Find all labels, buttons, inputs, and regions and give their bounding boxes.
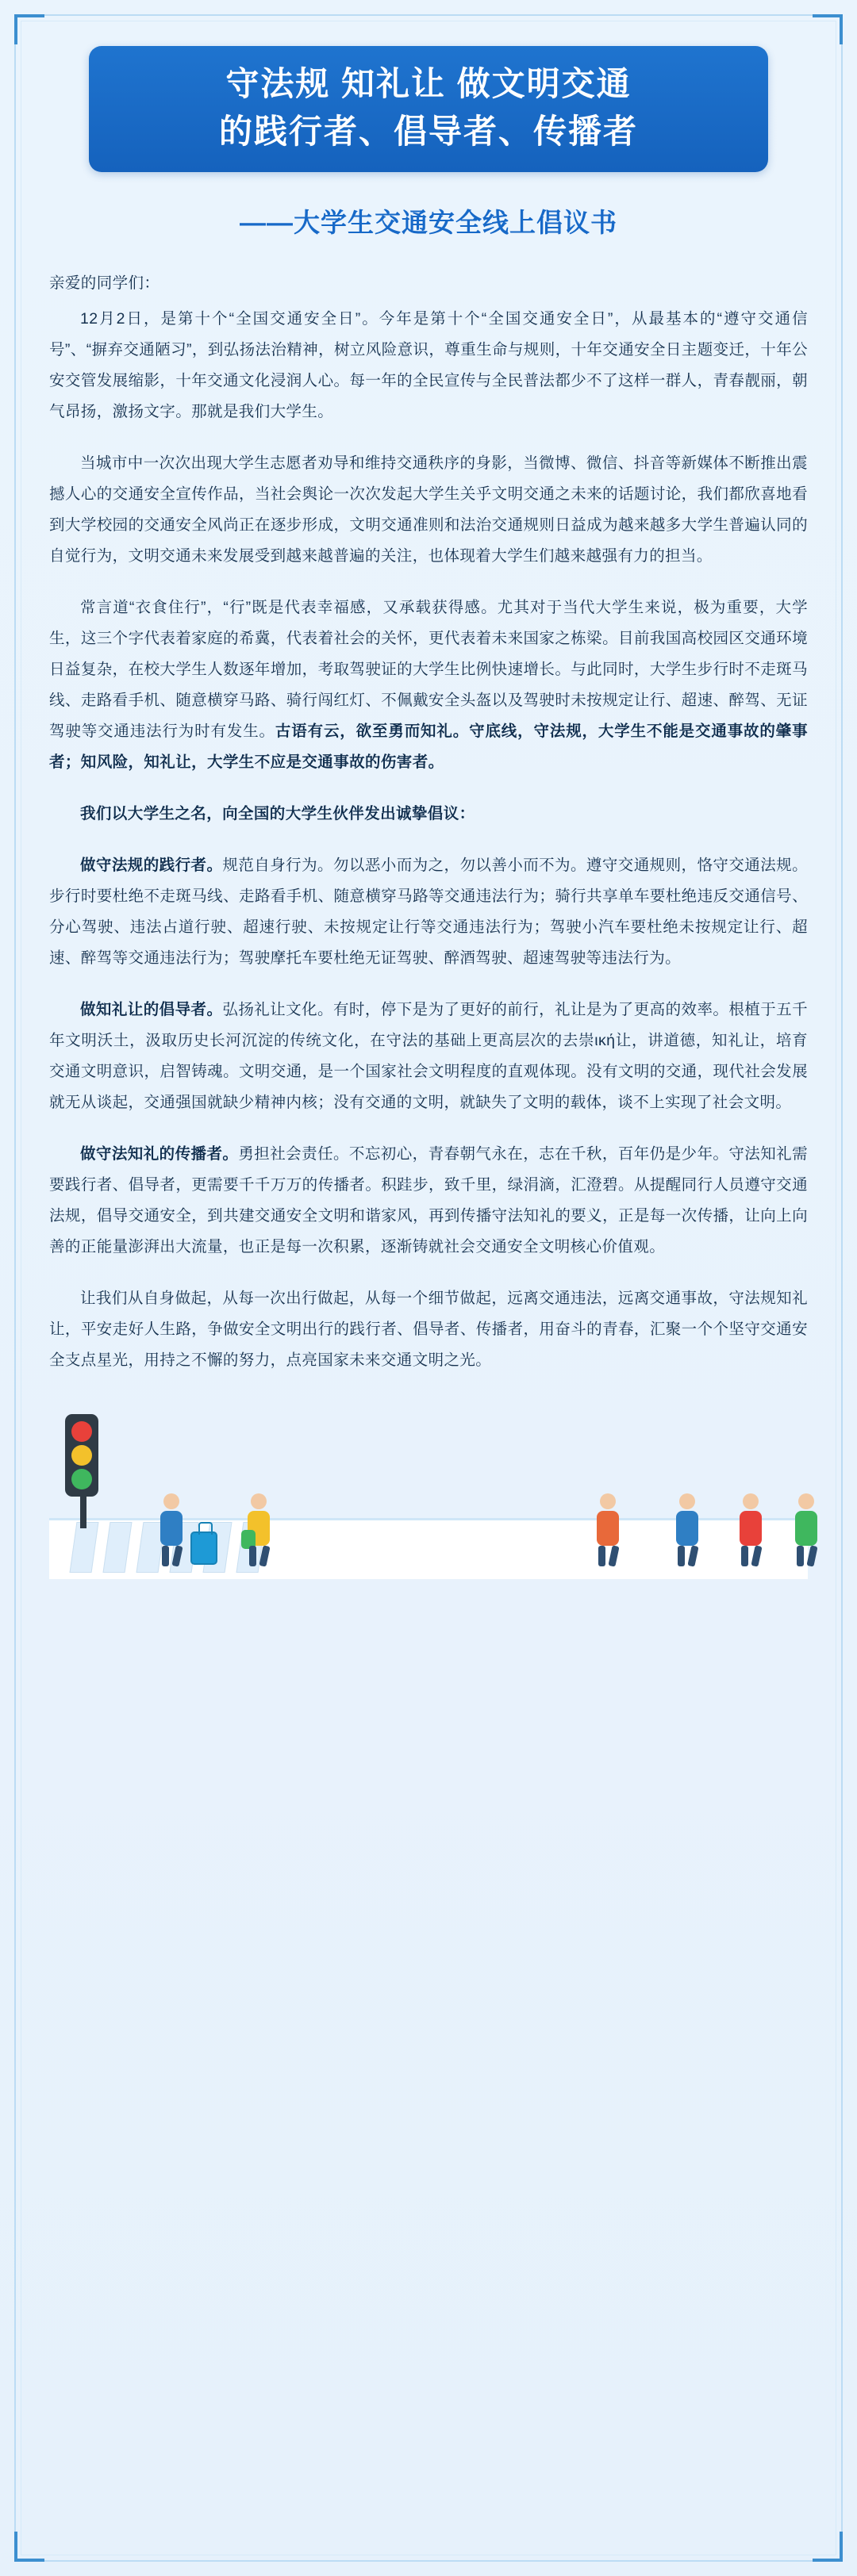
figure-head: [679, 1493, 695, 1509]
subtitle: ——大学生交通安全线上倡议书: [240, 208, 617, 238]
figure-head: [600, 1493, 616, 1509]
figure-legs: [249, 1546, 268, 1566]
figure-student-pair-a: [740, 1493, 762, 1566]
title-banner: [89, 46, 768, 172]
title-line-2: 的践行者、倡导者、传播者: [218, 112, 638, 150]
salutation: 亲爱的同学们：: [49, 274, 160, 293]
paragraph-advocate: 做知礼让的倡导者。弘扬礼让文化。有时，停下是为了更好的前行，礼让是为了更高的效率。根植于五千年文明沃土，汲取历史长河沉淀的传统文化，在守法的基础上更高层次的去崇ική让，讲道德，知礼让，培育交通文明意识，启智铸魂。文明交通，是一个国家社会文明程度的直观体现。没有文明的交通，现代社会发展就无从谈起，交通强国就缺少精神内核；没有交通的文明，就缺失了文明的载体，谈不上实现了社会文明。: [49, 1001, 808, 1112]
bottom-illustration: [49, 1397, 808, 1579]
letter-body: [49, 268, 808, 1376]
figure-body: [676, 1511, 698, 1546]
figure-body: [795, 1511, 817, 1546]
paragraph-3: 常言道“衣食住行”，“行”既是代表幸福感，又承载获得感。尤其对于当代大学生来说，极为重要，大学生，这三个字代表着家庭的希冀，代表着社会的关怀，更代表着未来国家之栋梁。目前我国高校园区交通环境日益复杂，在校大学生人数逐年增加，考取驾驶证的大学生比例快速增长。与此同时，大学生步行时不走斑马线、走路看手机、随意横穿马路、骑行闯红灯、不佩戴安全头盔以及驾驶时未按规定让行、超速、醉驾、无证驾驶等交通违法行为时有发生。古语有云，欲至勇而知礼。守底线，守法规，大学生不能是交通事故的肇事者；知风险，知礼让，大学生不应是交通事故的伤害者。: [49, 599, 808, 772]
figure-legs: [678, 1546, 697, 1566]
figure-body: [740, 1511, 762, 1546]
figure-student-with-backpack: [248, 1511, 270, 1566]
figure-traveler-with-suitcase: [160, 1493, 183, 1566]
figure-legs: [162, 1546, 181, 1566]
paragraph-practitioner: 做守法规的践行者。规范自身行为。勿以恶小而为之，勿以善小而不为。遵守交通规则，恪守交通法规。步行时要杜绝不走斑马线、走路看手机、随意横穿马路等交通违法行为；骑行共享单车要杜绝违反交通信号、分心驾驶、违法占道行驶、超速行驶、未按规定让行等交通违法行为；驾驶小汽车要杜绝未按规定让行、超速、醉驾等交通违法行为；驾驶摩托车要杜绝无证驾驶、醉酒驾驶、超速驾驶等违法行为。: [49, 857, 808, 968]
traffic-light-green-lamp: [71, 1469, 92, 1489]
figure-body: [597, 1511, 619, 1546]
paragraph-closing: 让我们从自身做起，从每一次出行做起，从每一个细节做起，远离交通违法，远离交通事故，守法规知礼让，平安走好人生路，争做安全文明出行的践行者、倡导者、传播者，用奋斗的青春，汇聚一个个坚守交通安全支点星光，用持之不懈的努力，点亮国家未来交通文明之光。: [49, 1290, 808, 1370]
traffic-light-yellow-lamp: [71, 1445, 92, 1466]
figure-walking-student: [676, 1493, 698, 1566]
figure-student-pair-b: [795, 1493, 817, 1566]
figure-legs: [598, 1546, 617, 1566]
paragraph-2: 当城市中一次次出现大学生志愿者劝导和维持交通秩序的身影，当微博、微信、抖音等新媒体不断推出震撼人心的交通安全宣传作品，当社会舆论一次次发起大学生关乎文明交通之未来的话题讨论，我们都欣喜地看到大学校园的交通安全风尚正在逐步形成，文明交通准则和法治交通规则日益成为越来越多大学生普遍认同的自觉行为，文明交通未来发展受到越来越普遍的关注，也体现着大学生们越来越强有力的担当。: [49, 454, 808, 565]
traffic-light-red-lamp: [71, 1421, 92, 1442]
figure-head: [743, 1493, 759, 1509]
paragraph-1: 12月2日，是第十个“全国交通安全日”。今年是第十个“全国交通安全日”，从最基本的“遵守交通信号”、“摒弃交通陋习”，到弘扬法治精神，树立风险意识，尊重生命与规则，十年交通安全日主题变迁，十年公安交管发展缩影，十年交通文化浸润人心。每一年的全民宣传与全民普法都少不了这样一群人，青春靓丽，朝气昂扬，激扬文字。那就是我们大学生。: [49, 310, 808, 421]
traffic-light-housing: [65, 1414, 98, 1497]
figure-head: [798, 1493, 814, 1509]
traffic-light-pole: [80, 1497, 86, 1528]
corner-accent-bottom-left: [14, 2532, 44, 2562]
corner-accent-bottom-right: [813, 2532, 843, 2562]
suitcase-icon: [190, 1531, 217, 1565]
figure-head: [251, 1493, 267, 1509]
paragraph-communicator: 做守法知礼的传播者。勇担社会责任。不忘初心，青春朝气永在，志在千秋，百年仍是少年。守法知礼需要践行者、倡导者，更需要千千万万的传播者。积跬步，致千里，绿涓滴，汇澄碧。从提醒同行人员遵守交通法规，倡导交通安全，到共建交通安全文明和谐家风，再到传播守法知礼的要义，正是每一次传播，让向上向善的正能量澎湃出大流量，也正是每一次积累，逐渐铸就社会交通安全文明核心价值观。: [49, 1145, 808, 1256]
figure-legs: [741, 1546, 760, 1566]
paragraph-call-to-action: 我们以大学生之名，向全国的大学生伙伴发出诚挚倡议：: [80, 805, 475, 823]
title-line-1: 守法规 知礼让 做文明交通: [225, 65, 632, 102]
traffic-light-icon: [65, 1414, 102, 1528]
figure-body: [160, 1511, 183, 1546]
figure-running-student: [597, 1493, 619, 1566]
figure-head: [163, 1493, 179, 1509]
figure-legs: [797, 1546, 816, 1566]
